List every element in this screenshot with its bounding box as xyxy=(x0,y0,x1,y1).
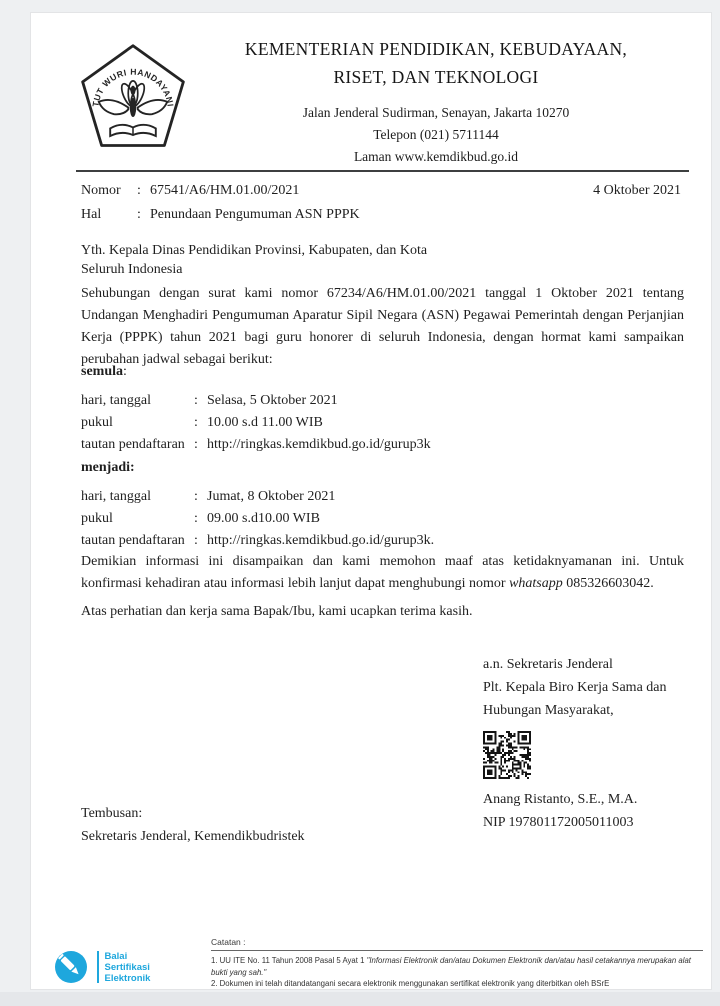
nomor-value: 67541/A6/HM.01.00/2021 xyxy=(150,183,300,198)
tembusan-item: Sekretaris Jenderal, Kemendikbudristek xyxy=(81,829,305,844)
signature-line3: Hubungan Masyarakat, xyxy=(483,703,614,718)
field-value: 10.00 s.d 11.00 WIB xyxy=(207,415,323,430)
letter-document xyxy=(30,12,712,990)
colon-separator: : xyxy=(194,511,198,526)
schedule-row xyxy=(81,434,431,456)
bsre-text-line3: Elektronik xyxy=(104,972,151,984)
semula-heading xyxy=(81,364,127,380)
field-value: Selasa, 5 Oktober 2021 xyxy=(207,393,338,408)
letterhead-divider xyxy=(76,170,689,172)
nomor-row xyxy=(81,179,681,203)
footnote-1-quote: "Informasi Elektronik dan/atau Dokumen Elektronik dan/atau hasil cetakannya merupakan alat bukti yang sah." xyxy=(211,956,691,977)
bsre-pen-icon xyxy=(53,949,89,985)
field-value: 09.00 s.d10.00 WIB xyxy=(207,511,320,526)
menjadi-heading xyxy=(81,460,135,476)
signature-block xyxy=(483,653,667,834)
colon-separator: : xyxy=(194,437,198,452)
bsre-text-line1: Balai xyxy=(104,950,128,962)
hal-row xyxy=(81,203,681,227)
letterhead xyxy=(199,35,673,168)
recipient-line1: Yth. Kepala Dinas Pendidikan Provinsi, Kabupaten, dan Kota xyxy=(81,243,428,258)
ministry-name-line1: KEMENTERIAN PENDIDIKAN, KEBUDAYAAN, xyxy=(244,39,628,59)
tut-wuri-handayani-logo xyxy=(76,39,190,157)
schedule-row xyxy=(81,486,434,508)
ministry-logo-icon xyxy=(76,39,190,157)
paragraph2-number: 085326603042. xyxy=(562,576,654,591)
semula-colon: : xyxy=(123,364,127,379)
catatan-label: Catatan : xyxy=(211,937,246,947)
colon-separator: : xyxy=(137,207,141,222)
schedule-menjadi xyxy=(81,486,434,552)
field-label: hari, tanggal xyxy=(81,393,151,408)
catatan-divider xyxy=(211,950,703,951)
letter-meta xyxy=(81,179,681,227)
schedule-row xyxy=(81,412,431,434)
recipient-line2: Seluruh Indonesia xyxy=(81,262,183,277)
nomor-label: Nomor xyxy=(81,183,121,198)
signer-nip: NIP 197801172005011003 xyxy=(483,815,634,830)
colon-separator: : xyxy=(194,415,198,430)
address-line: Jalan Jenderal Sudirman, Senayan, Jakarta 10270 xyxy=(302,105,570,120)
whatsapp-word: whatsapp xyxy=(509,576,563,591)
field-label: hari, tanggal xyxy=(81,489,151,504)
tembusan-label: Tembusan: xyxy=(81,806,143,821)
semula-word: semula xyxy=(81,364,123,379)
field-label: pukul xyxy=(81,511,113,526)
field-value: Jumat, 8 Oktober 2021 xyxy=(207,489,336,504)
bsre-logo xyxy=(53,949,150,985)
registration-link: http://ringkas.kemdikbud.go.id/gurup3k xyxy=(207,437,431,452)
logo-text: TUT WURI HANDAYANI xyxy=(90,66,176,108)
schedule-row xyxy=(81,390,431,412)
tembusan-block xyxy=(81,802,305,848)
paragraph-thanks: Atas perhatian dan kerja sama Bapak/Ibu, kami ucapkan terima kasih. xyxy=(81,604,473,619)
qr-code xyxy=(483,731,531,779)
field-label: pukul xyxy=(81,415,113,430)
signature-line1: a.n. Sekretaris Jenderal xyxy=(483,657,613,672)
schedule-row xyxy=(81,530,434,552)
colon-separator: : xyxy=(194,533,198,548)
signer-name: Anang Ristanto, S.E., M.A. xyxy=(483,792,638,807)
registration-link: http://ringkas.kemdikbud.go.id/gurup3k. xyxy=(207,533,435,548)
letter-date: 4 Oktober 2021 xyxy=(593,183,681,198)
signature-line2: Plt. Kepala Biro Kerja Sama dan xyxy=(483,680,667,695)
field-label: tautan pendaftaran xyxy=(81,437,185,452)
paragraph-closing-info xyxy=(81,551,684,595)
colon-separator: : xyxy=(137,183,141,198)
phone-line: Telepon (021) 5711144 xyxy=(373,127,499,142)
schedule-semula xyxy=(81,390,431,456)
recipient-block xyxy=(81,241,427,279)
colon-separator: : xyxy=(194,393,198,408)
hal-label: Hal xyxy=(81,207,102,222)
paragraph2-text: Demikian informasi ini disampaikan dan kami memohon maaf atas ketidaknyamanan ini. Untuk konfirmasi kehadiran atau informasi lebih lanjut dapat menghubungi nomor xyxy=(81,554,684,591)
schedule-row xyxy=(81,508,434,530)
menjadi-word: menjadi: xyxy=(81,460,135,475)
bsre-text-line2: Sertifikasi xyxy=(104,961,150,973)
footnotes-block xyxy=(211,937,703,990)
paragraph-opening: Sehubungan dengan surat kami nomor 67234/A6/HM.01.00/2021 tanggal 1 Oktober 2021 tentang Undangan Menghadiri Pengumuman Aparatur Sipil Negara (ASN) Pegawai Pemerintah dengan Perjanjian Kerja (PPPK) tahun 2021 bagi guru honorer di seluruh Indonesia, dengan hormat kami sampaikan perubahan jadwal sebagai berikut: xyxy=(81,286,684,367)
bsre-divider xyxy=(97,951,99,983)
page-bottom-strip xyxy=(0,992,720,1006)
footnote-1-prefix: 1. UU ITE No. 11 Tahun 2008 Pasal 5 Ayat 1 xyxy=(211,956,367,965)
colon-separator: : xyxy=(194,489,198,504)
hal-value: Penundaan Pengumuman ASN PPPK xyxy=(150,207,360,222)
footnote-2: 2. Dokumen ini telah ditandatangani secara elektronik menggunakan sertifikat elektronik yang diterbitkan oleh BSrE xyxy=(211,979,610,988)
footnote-1 xyxy=(211,955,703,978)
field-label: tautan pendaftaran xyxy=(81,533,185,548)
website-line: Laman www.kemdikbud.go.id xyxy=(353,149,519,164)
ministry-name-line2: RISET, DAN TEKNOLOGI xyxy=(333,67,539,87)
